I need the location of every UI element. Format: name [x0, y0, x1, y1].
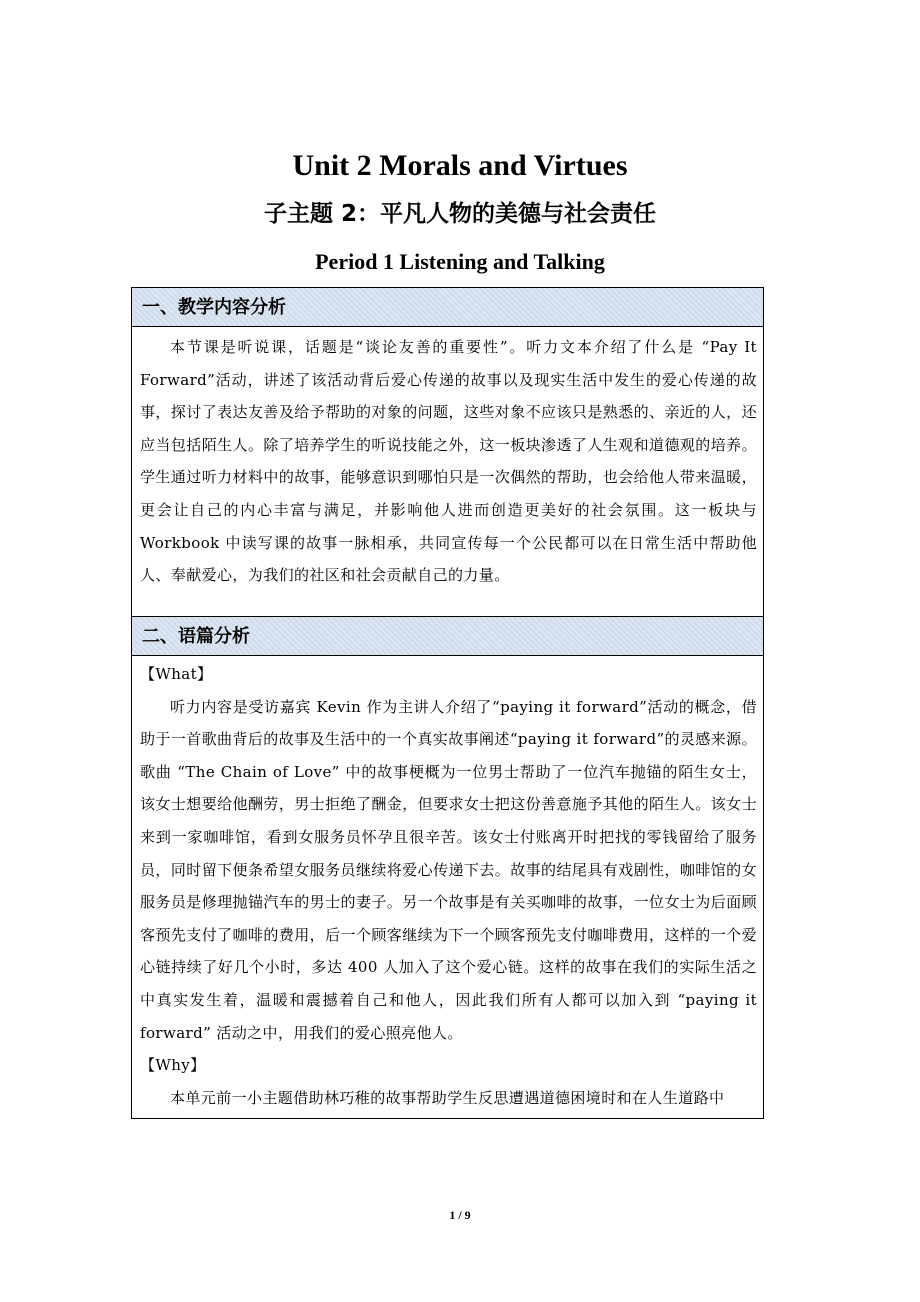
- section-body: [132, 656, 763, 1118]
- what-label: 【What】: [140, 665, 213, 683]
- section-heading: 一、教学内容分析: [132, 288, 763, 327]
- section-discourse-analysis: [132, 617, 763, 1118]
- content-analysis-paragraph: 本节课是听说课，话题是“谈论友善的重要性”。听力文本介绍了什么是 “Pay It Forward”活动，讲述了该活动背后爱心传递的故事以及现实生活中发生的爱心传递的故事，探讨了表达友善及给予帮助的对象的问题，这些对象不应该只是熟悉的、亲近的人，还应当包括陌生人。除了培养学生的听说技能之外，这一板块渗透了人生观和道德观的培养。学生通过听力材料中的故事，能够意识到哪怕只是一次偶然的帮助，也会给他人带来温暖，更会让自己的内心丰富与满足，并影响他人进而创造更美好的社会氛围。这一板块与 Workbook 中读写课的故事一脉相承，共同宣传每一个公民都可以在日常生活中帮助他人、奉献爱心，为我们的社区和社会贡献自己的力量。: [140, 338, 757, 585]
- lesson-plan-table: [131, 287, 764, 1119]
- what-paragraph: 听力内容是受访嘉宾 Kevin 作为主讲人介绍了“paying it forward”活动的概念，借助于一首歌曲背后的故事及生活中的一个真实故事阐述“paying it forward”的灵感来源。歌曲 “The Chain of Love” 中的故事梗概为一位男士帮助了一位汽车抛锚的陌生女士，该女士想要给他酬劳，男士拒绝了酬金，但要求女士把这份善意施予其他的陌生人。该女士来到一家咖啡馆，看到女服务员怀孕且很辛苦。该女士付账离开时把找的零钱留给了服务员，同时留下便条希望女服务员继续将爱心传递下去。故事的结尾具有戏剧性，咖啡馆的女服务员是修理抛锚汽车的男士的妻子。另一个故事是有关买咖啡的故事，一位女士为后面顾客预先支付了咖啡的费用，后一个顾客继续为下一个顾客预先支付咖啡费用，这样的一个爱心链持续了好几个小时，多达 400 人加入了这个爱心链。这样的故事在我们的实际生活之中真实发生着，温暖和震撼着自己和他人，因此我们所有人都可以加入到 “paying it forward” 活动之中，用我们的爱心照亮他人。: [140, 697, 757, 1042]
- document-subtitle: 子主题 2：平凡人物的美德与社会责任: [263, 201, 656, 227]
- why-paragraph: 本单元前一小主题借助林巧稚的故事帮助学生反思遭遇道德困境时和在人生道路中: [170, 1088, 725, 1107]
- page-number: 1 / 9: [449, 1208, 471, 1222]
- section-heading: 二、语篇分析: [132, 617, 763, 656]
- section-content-analysis: [132, 288, 763, 617]
- why-label: 【Why】: [140, 1056, 206, 1075]
- period-title: Period 1 Listening and Talking: [315, 249, 605, 274]
- document-title: Unit 2 Morals and Virtues: [292, 149, 628, 182]
- section-body: [132, 327, 763, 617]
